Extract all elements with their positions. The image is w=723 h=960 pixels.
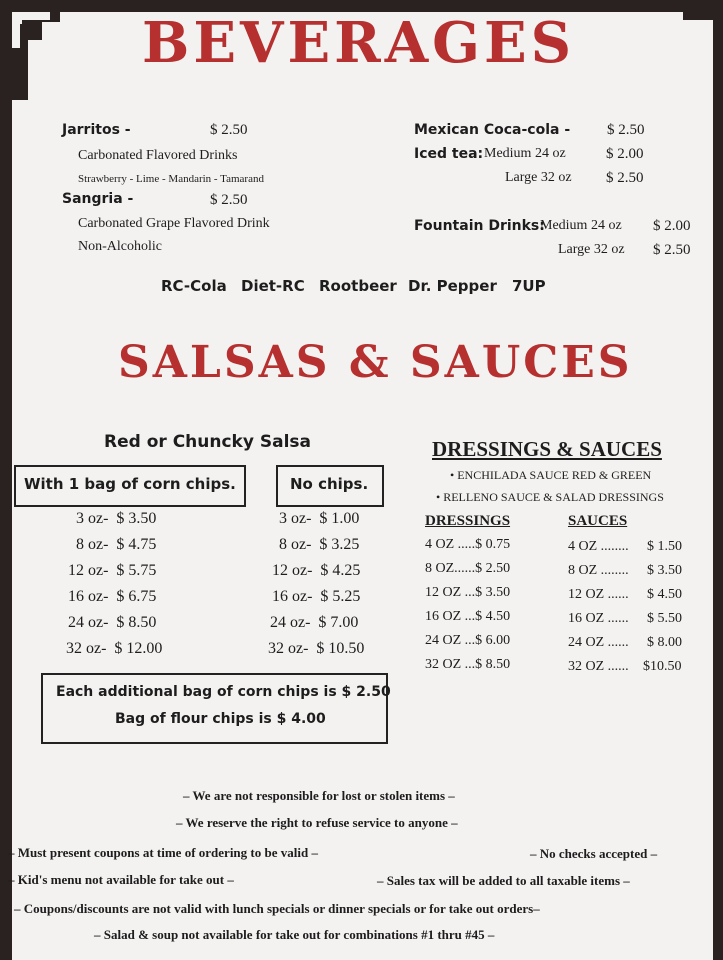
sangria-price: $ 2.50 [210,192,248,208]
salsas-title: SALSAS & SAUCES [118,337,633,388]
sauce-size: 32 OZ ...... [568,659,629,674]
soda-item: 7UP [512,277,546,295]
frame-right-border [713,0,723,960]
notice-line: – We are not responsible for lost or stolen items – [183,788,455,803]
notice-line: – Kid's menu not available for take out – [8,872,234,887]
frame-left-border [0,0,12,960]
notice-line: – Coupons/discounts are not valid with lunch specials or dinner specials or for take out orders– [14,901,540,916]
sauces-label: SAUCES [568,513,628,529]
iced-tea-medium-price: $ 2.00 [606,146,644,162]
iced-tea-name: Iced tea: [414,146,484,162]
salsa-no-chips-row: 24 oz- $ 7.00 [270,614,359,631]
salsa-with-chips-row: 3 oz- $ 3.50 [76,510,157,527]
dressing-row: 32 OZ ...$ 8.50 [425,657,511,672]
jarritos-price: $ 2.50 [210,122,248,138]
fountain-name: Fountain Drinks: [414,218,545,234]
extra-chips-line2: Bag of flour chips is $ 4.00 [115,711,326,727]
coca-name: Mexican Coca-cola - [414,122,571,138]
no-chips-label: No chips. [290,475,369,493]
sauce-price: $ 8.00 [647,635,682,650]
fountain-medium-price: $ 2.00 [653,218,691,234]
dressing-row: 4 OZ .....$ 0.75 [425,537,511,552]
salsa-header: Red or Chuncky Salsa [104,432,311,452]
with-chips-label: With 1 bag of corn chips. [24,475,236,493]
salsa-with-chips-row: 16 oz- $ 6.75 [68,588,157,605]
salsa-no-chips-row: 3 oz- $ 1.00 [279,510,360,527]
iced-tea-medium: Medium 24 oz [484,146,566,161]
notice-line: – Salad & soup not available for take out for combinations #1 thru #45 – [94,927,495,942]
salsa-with-chips-row: 8 oz- $ 4.75 [76,536,157,553]
salsa-no-chips-row: 16 oz- $ 5.25 [272,588,361,605]
coca-price: $ 2.50 [607,122,645,138]
sauce-size: 4 OZ ........ [568,539,629,554]
salsa-with-chips-row: 12 oz- $ 5.75 [68,562,157,579]
notice-line: – No checks accepted – [530,846,658,861]
iced-tea-large-price: $ 2.50 [606,170,644,186]
notice-line: – Sales tax will be added to all taxable items – [377,873,630,888]
sangria-desc2: Non-Alcoholic [78,239,162,254]
sangria-name: Sangria - [62,191,134,207]
salsa-with-chips-row: 24 oz- $ 8.50 [68,614,157,631]
iced-tea-large: Large 32 oz [505,170,572,185]
soda-item: Dr. Pepper [408,277,497,295]
notice-line: – We reserve the right to refuse service to anyone – [176,815,458,830]
sangria-desc1: Carbonated Grape Flavored Drink [78,216,270,231]
salsa-with-chips-row: 32 oz- $ 12.00 [66,640,163,657]
soda-item: Rootbeer [319,277,397,295]
fountain-large: Large 32 oz [558,242,625,257]
sauce-price: $10.50 [643,659,682,674]
sauce-price: $ 4.50 [647,587,682,602]
dressings-label: DRESSINGS [425,513,511,529]
sauce-price: $ 5.50 [647,611,682,626]
dressing-row: 24 OZ ...$ 6.00 [425,633,511,648]
salsa-no-chips-row: 32 oz- $ 10.50 [268,640,365,657]
dressings-note1: • ENCHILADA SAUCE RED & GREEN [450,468,652,482]
extra-chips-line1: Each additional bag of corn chips is $ 2.50 [56,684,391,700]
salsa-no-chips-row: 12 oz- $ 4.25 [272,562,361,579]
corner-ornament-icon [0,0,120,120]
fountain-medium: Medium 24 oz [540,218,622,233]
sauce-size: 12 OZ ...... [568,587,629,602]
salsa-no-chips-row: 8 oz- $ 3.25 [279,536,360,553]
sauce-size: 8 OZ ........ [568,563,629,578]
dressing-row: 12 OZ ...$ 3.50 [425,585,511,600]
soda-item: RC-Cola [161,277,227,295]
jarritos-flavors: Strawberry - Lime - Mandarin - Tamarand [78,173,264,185]
sauce-size: 16 OZ ...... [568,611,629,626]
dressings-sauces-header: DRESSINGS & SAUCES [432,437,662,461]
sauce-size: 24 OZ ...... [568,635,629,650]
soda-item: Diet-RC [241,277,305,295]
beverages-title: BEVERAGES [142,10,576,76]
dressings-note2: • RELLENO SAUCE & SALAD DRESSINGS [436,490,664,504]
notice-line: – Must present coupons at time of ordering to be valid – [8,845,318,860]
sauce-price: $ 3.50 [647,563,682,578]
fountain-large-price: $ 2.50 [653,242,691,258]
jarritos-desc: Carbonated Flavored Drinks [78,148,238,163]
jarritos-name: Jarritos - [62,122,131,138]
sauce-price: $ 1.50 [647,539,682,554]
dressing-row: 16 OZ ...$ 4.50 [425,609,511,624]
dressing-row: 8 OZ......$ 2.50 [425,561,511,576]
corner-ornament-right-icon [643,0,723,80]
